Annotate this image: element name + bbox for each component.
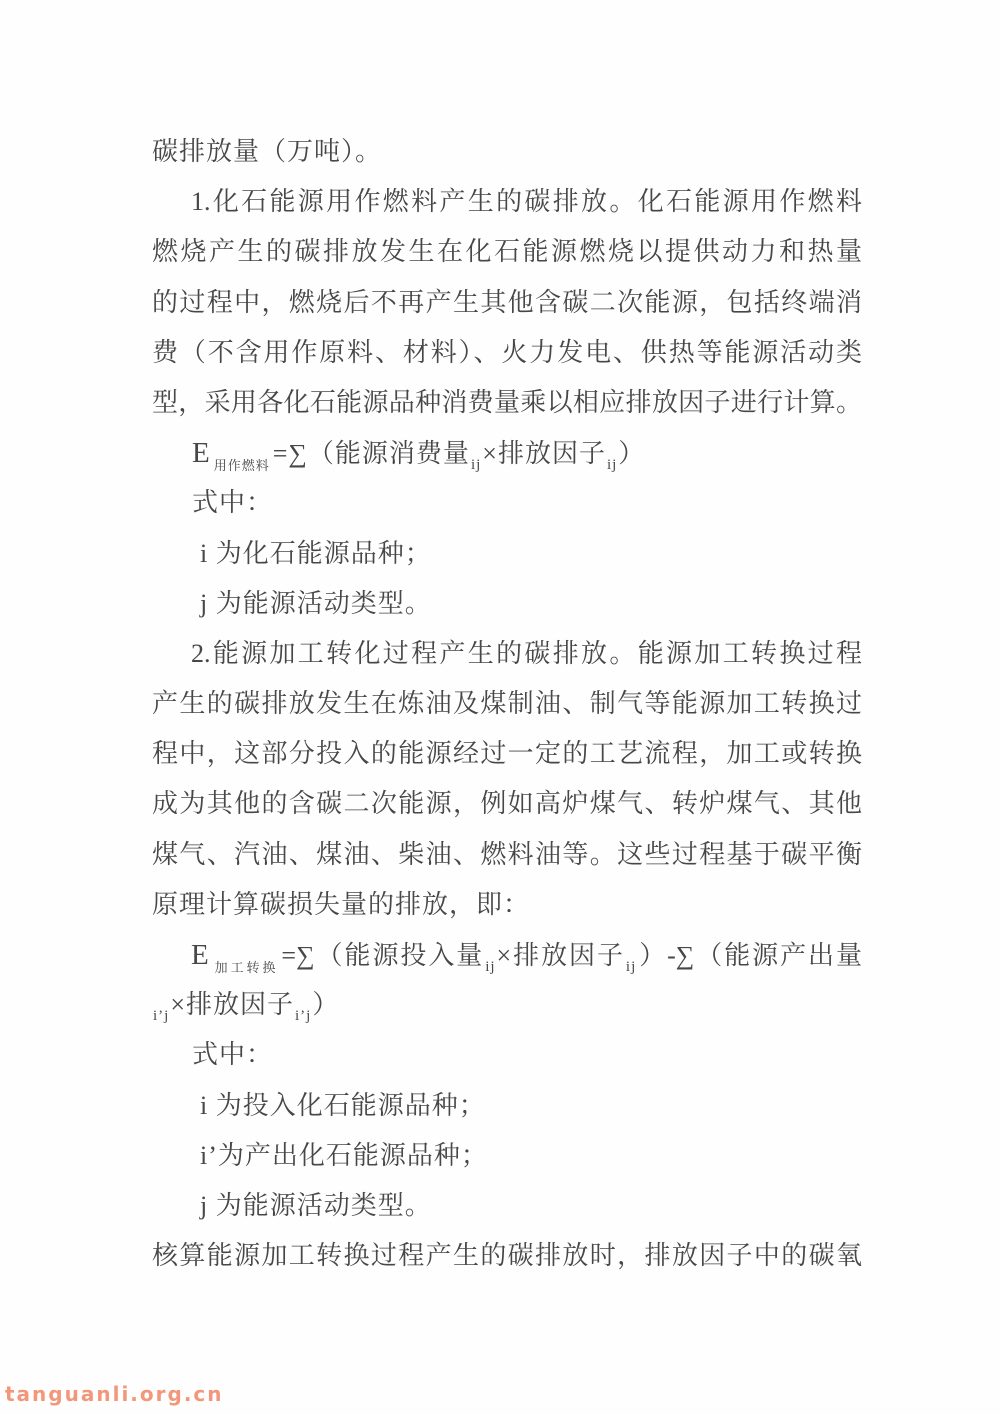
formula-subscript-ij: ij [485,959,496,975]
paragraph-line: 的过程中，燃烧后不再产生其他含碳二次能源，包括终端消 [152,287,862,317]
paragraph-line: 原理计算碳损失量的排放，即： [152,889,531,919]
formula-conversion-emission-line2 [152,980,862,1030]
definition-line: j 为能源活动类型。 [200,588,432,618]
label-formula-where: 式中： [192,488,274,518]
formula-text: ） [312,990,340,1020]
watermark-tanguanli: tanguanli.org.cn [5,1382,224,1406]
paragraph-line: 程中，这部分投入的能源经过一定的工艺流程，加工或转换 [152,739,862,769]
formula-subscript-ij: ij [625,959,637,975]
definition-line: i’为产出化石能源品种； [200,1140,488,1170]
paragraph-line: 型，采用各化石能源品种消费量乘以相应排放因子进行计算。 [152,387,862,417]
paragraph-line: 碳排放量（万吨）。 [152,137,383,166]
formula-text: ）-∑（能源产出量 [637,941,862,970]
definition-line: j 为能源活动类型。 [200,1190,432,1220]
definition-line: i 为投入化石能源品种； [200,1090,486,1120]
formula-subscript-cn: 用作燃料 [213,458,270,474]
formula-text: ） [618,439,646,469]
formula-text: =∑（能源投入量 [281,941,485,970]
paragraph-line: 燃烧产生的碳排放发生在化石能源燃烧以提供动力和热量 [152,237,862,267]
paragraph-line: 产生的碳排放发生在炼油及煤制油、制气等能源加工转换过 [152,689,862,719]
formula-subscript-ij: i’j [295,1008,312,1025]
formula-symbol-E: E [191,939,209,971]
formula-text: =∑（能源消费量 [272,439,470,469]
formula-subscript-ij: ij [470,457,482,474]
paragraph-line: 核算能源加工转换过程产生的碳排放时，排放因子中的碳氧 [152,1241,862,1271]
formula-text: ×排放因子 [482,439,606,469]
formula-subscript-ij: ij [606,457,618,474]
definition-line: i 为化石能源品种； [200,538,432,568]
formula-text: ×排放因子 [496,941,625,970]
label-formula-where: 式中： [192,1040,274,1070]
document-body [152,127,862,1281]
paragraph-line: 成为其他的含碳二次能源，例如高炉煤气、转炉煤气、其他 [152,789,862,819]
formula-conversion-emission-line1 [152,930,862,980]
formula-text: ×排放因子 [170,990,295,1020]
formula-subscript-cn: 加工转换 [212,960,279,975]
formula-symbol-E: E [192,437,210,470]
formula-fuel-emission [152,428,862,478]
paragraph-line: 1.化石能源用作燃料产生的碳排放。化石能源用作燃料 [191,187,862,217]
paragraph-line: 2.能源加工转化过程产生的碳排放。能源加工转换过程 [191,638,862,668]
paragraph-line: 费（不含用作原料、材料）、火力发电、供热等能源活动类 [152,337,862,367]
paragraph-line: 煤气、汽油、煤油、柴油、燃料油等。这些过程基于碳平衡 [152,839,862,869]
formula-subscript-ij: i’j [153,1008,170,1025]
